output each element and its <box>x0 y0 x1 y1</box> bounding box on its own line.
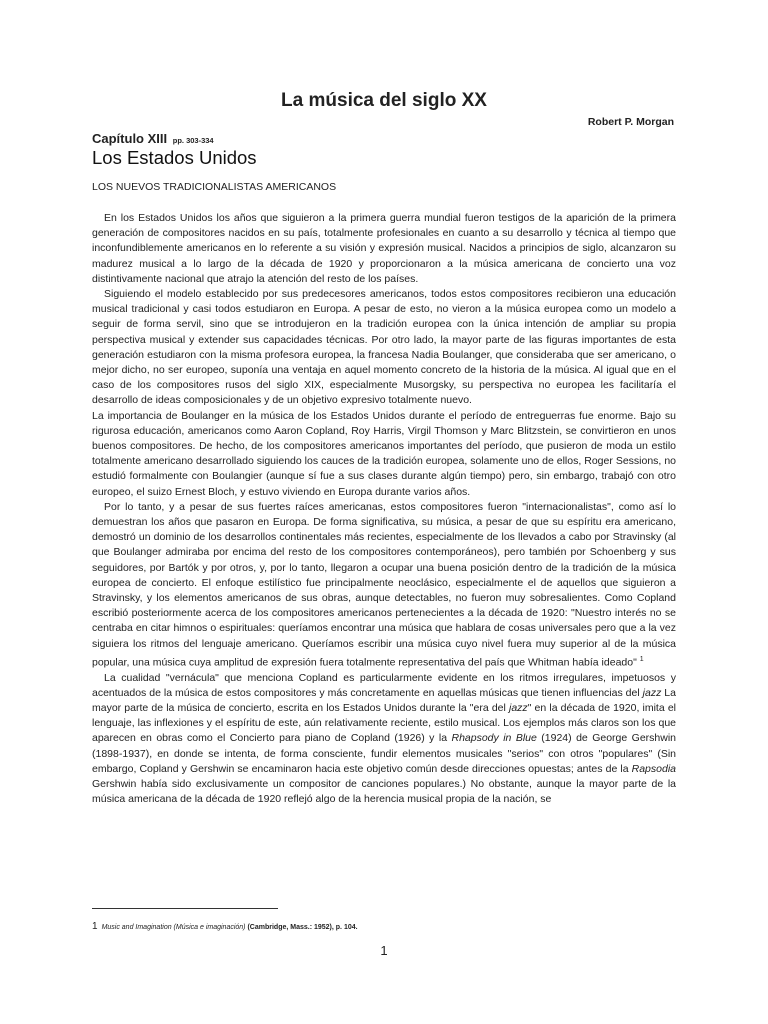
paragraph-4 <box>92 500 676 671</box>
footnote-citation: (Cambridge, Mass.: 1952), p. 104. <box>245 924 358 931</box>
jazz-term: jazz <box>642 686 662 699</box>
paragraph-1: En los Estados Unidos los años que siguieron a la primera guerra mundial fueron testigos de la aparición de la primera generación de compositores nacidos en su país, totalmente profesionales en cuanto a su desarrollo y técnica al tiempo que inconfundiblemente americanos en lo referente a su visión y expresión musical. Nacidos a principios de siglo, alcanzaron su madurez musical a lo largo de la década de 1920 y proporcionaron a la música americana de concierto una voz distintivamente nacional que atrajo la atención del resto de los países. <box>92 212 676 285</box>
chapter-heading: Los Estados Unidos <box>92 147 257 168</box>
paragraph-5-part: Gershwin había sido exclusivamente un compositor de canciones populares.) No obstante, aunque la mayor parte de la música americana de la década de 1920 reflejó algo de la herencia musical propia de la nación, se <box>92 778 676 806</box>
footnote-reference: 1 <box>639 655 644 663</box>
paragraph-5-part: " en la década de 1920, imita el lenguaje, las inflexiones y el espíritu de este, aún relativamente reciente, estilo musical. Los ejemplos más claros son los que aparecen en obras como el Concierto para piano de Copland (1926) y la <box>92 702 676 745</box>
section-subheading: LOS NUEVOS TRADICIONALISTAS AMERICANOS <box>92 181 337 193</box>
footnote-divider <box>92 908 278 909</box>
paragraph-5-part: La mayor parte de la música de concierto, escrita en los Estados Unidos durante la "era del <box>92 686 676 714</box>
paragraph-3: La importancia de Boulanger en la música de los Estados Unidos durante el período de entreguerras fue enorme. Bajo su rigurosa educación, americanos como Aaron Copland, Roy Harris, Virgil Thomson y Marc Blitzstein, se convirtieron en unos buenos compositores. De hecho, de los compositores americanos importantes del período, que pusieron de moda un estilo totalmente americano desarrollado siguiendo los cauces de la tradición europea, solamente uno de ellos, Roger Sessions, no estudió formalmente con Boulangier (aunque sí fue a sus clases durante algún tiempo) pero, sin embargo, trabajó con otro europeo, el suizo Ernest Bloch, y estuvo viviendo en Europa durante varios años. <box>92 409 676 498</box>
footnote-number: 1 <box>92 921 98 932</box>
body-text <box>92 211 676 807</box>
page-number: 1 <box>380 943 388 958</box>
rapsodia-title: Rapsodia <box>631 762 676 775</box>
rhapsody-title: Rhapsody in Blue <box>451 732 537 745</box>
paragraph-5-part: (1924) de George Gershwin (1898-1937), en donde se intenta, de forma consciente, fundir elementos musicales "serios" con otros "populares" (Sin embargo, Copland y Gershwin se encaminaron hacia este objetivo común desde direcciones opuestas; antes de la <box>92 732 676 775</box>
footnote-title: Music and Imagination (Música e imaginación) <box>101 924 246 931</box>
jazz-term: jazz <box>509 702 528 714</box>
paragraph-5 <box>92 671 676 808</box>
paragraph-5-part: La cualidad "vernácula" que menciona Copland es particularmente evidente en los ritmos irregulares, impetuosos y acentuados de la música de estos compositores y más concretamente en aquellas músicas que tienen influencias del <box>92 671 676 699</box>
chapter-number: Capítulo XIII <box>92 131 168 146</box>
chapter-pages: pp. 303-334 <box>172 136 214 145</box>
document-title: La música del siglo XX <box>281 90 487 111</box>
author-name: Robert P. Morgan <box>587 116 674 128</box>
chapter-label <box>92 131 214 146</box>
footnote <box>92 921 358 932</box>
paragraph-4-text: Por lo tanto, y a pesar de sus fuertes raíces americanas, estos compositores fueron "internacionalistas", como así lo demuestran los años que pasaron en Europa. De forma significativa, su música, a pesar de que su espíritu era americano, demostró un dominio de los desarrollos continentales más recientes, especialmente de los llevados a cabo por Stravinsky (al que Boulanger admiraba por encima del resto de los compositores contemporáneos), pero también por Schoenberg y sus seguidores, por Bartók y por otros, y, por lo tanto, llegaron a ocupar una buena posición dentro de la tradición de la música europea de concierto. El enfoque estilístico fue principalmente neoclásico, especialmente el de aquellos que siguieron a Stravinsky, y los elementos americanos de sus obras, aunque detectables, no fueron muy sobresalientes. Como Copland escribió posteriormente acerca de los compositores americanos pertenecientes a la década de 1920: "Nuestro interés no se centraba en citar himnos o espirituales: queríamos encontrar una música que hablara de cosas universales pero que a la vez siguiera los ritmos del lenguaje americano. Queríamos escribir una música cuyo nivel fuera muy superior al de la música popular, una música cuya amplitud de expresión fuera totalmente representativa del país que Whitman había ideado" <box>92 500 676 669</box>
paragraph-2: Siguiendo el modelo establecido por sus predecesores americanos, todos estos compositores recibieron una educación musical tradicional y casi todos estudiaron en Europa. A pesar de esto, no vieron a la música europea como un modelo a seguir de forma servil, sino que se introdujeron en la tradición europea con la única intención de ampliar su propia perspectiva musical y extender sus capacidades técnicas. Por otro lado, la mayor parte de las figuras importantes de esta generación estudiaron con la misma profesora europea, la francesa Nadia Boulanger, que consideraba que ser americano, o mejor dicho, no ser europeo, suponía una ventaja en aquel momento concreto de la historia de la música. Al igual que en el caso de los compositores rusos del siglo XIX, especialmente Musorgsky, su perspectiva no europea les facilitaría el desarrollo de ideas composicionales y de un objetivo expresivo totalmente nuevo. <box>92 288 676 407</box>
